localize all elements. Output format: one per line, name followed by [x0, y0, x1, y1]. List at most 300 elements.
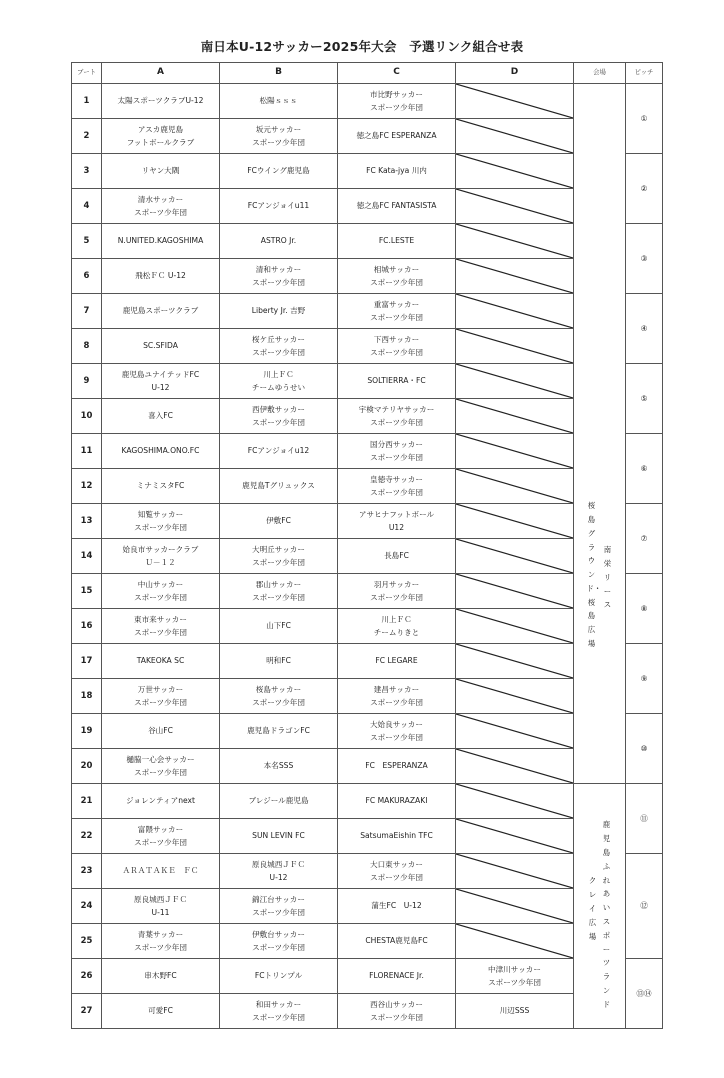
team-a-cell: [102, 224, 220, 259]
team-a-cell-line: 喜入FC: [148, 411, 173, 421]
team-c-cell: [338, 84, 456, 119]
team-c-cell-line: 宇検マテリヤサッカー: [358, 404, 435, 414]
row-number: 19: [72, 714, 102, 749]
team-a-cell: [102, 994, 220, 1029]
team-c-cell-line: スポーツ少年団: [370, 418, 423, 427]
diagonal-slash: [456, 259, 573, 293]
team-b-cell-line: 鹿児島Tグリュックス: [242, 481, 315, 491]
team-c-cell-line: スポーツ少年団: [370, 1013, 423, 1022]
team-c-cell-line: チームりきと: [373, 628, 420, 637]
team-c-cell: [338, 399, 456, 434]
diagonal-slash: [456, 224, 573, 258]
diagonal-slash: [456, 294, 573, 328]
team-a-cell-line: KAGOSHIMA.ONO.FC: [121, 446, 200, 456]
team-c-cell: [338, 469, 456, 504]
diagonal-slash: [456, 329, 573, 363]
header-b: B: [220, 63, 338, 84]
team-a-cell-line: 太陽スポーツクラブU-12: [117, 96, 204, 106]
team-c-cell: [338, 854, 456, 889]
team-b-cell: [220, 714, 338, 749]
team-b-cell-line: 郡山サッカー: [255, 579, 302, 589]
team-c-cell: [338, 154, 456, 189]
team-b-cell: [220, 889, 338, 924]
diagonal-slash: [456, 889, 573, 923]
pitch-cell: ⑩: [626, 714, 663, 784]
row-number: 11: [72, 434, 102, 469]
row-number: 3: [72, 154, 102, 189]
team-b-cell-line: スポーツ少年団: [252, 348, 305, 357]
team-c-cell-line: スポーツ少年団: [370, 348, 423, 357]
team-d-empty-cell: [456, 609, 574, 644]
team-d-empty-cell: [456, 784, 574, 819]
team-c-cell-line: FC.LESTE: [378, 236, 415, 246]
team-b-cell-line: 川上ＦＣ: [263, 369, 294, 379]
row-number: 13: [72, 504, 102, 539]
team-d-empty-cell: [456, 189, 574, 224]
row-number: 14: [72, 539, 102, 574]
team-a-cell: [102, 889, 220, 924]
team-b-cell: [220, 574, 338, 609]
team-a-cell-line: 万世サッカー: [137, 684, 184, 694]
diagonal-slash: [456, 924, 573, 958]
team-d-empty-cell: [456, 259, 574, 294]
team-a-cell-line: スポーツ少年団: [134, 698, 187, 707]
team-c-cell-line: スポーツ少年団: [370, 453, 423, 462]
team-a-cell: [102, 749, 220, 784]
diagonal-slash: [456, 119, 573, 153]
team-b-cell: [220, 959, 338, 994]
team-c-cell-line: FC LEGARE: [375, 656, 418, 666]
team-c-cell: [338, 714, 456, 749]
team-d-empty-cell: [456, 539, 574, 574]
diagonal-slash: [456, 574, 573, 608]
team-a-cell-line: 串木野FC: [144, 971, 177, 981]
team-b-cell: [220, 924, 338, 959]
team-b-cell-line: FCトリンプル: [254, 971, 303, 981]
team-c-cell-line: 大姶良サッカー: [369, 719, 423, 729]
pitch-cell: ③: [626, 224, 663, 294]
team-b-cell-line: 桜島サッカー: [255, 684, 302, 694]
team-c-cell-line: 徳之島FC FANTASISTA: [356, 201, 437, 211]
team-d-empty-cell: [456, 84, 574, 119]
pitch-cell: ⑥: [626, 434, 663, 504]
row-number: 17: [72, 644, 102, 679]
team-c-cell-line: 徳之島FC ESPERANZA: [356, 131, 437, 141]
team-c-cell-line: スポーツ少年団: [370, 733, 423, 742]
pitch-cell: ⑦: [626, 504, 663, 574]
row-number: 4: [72, 189, 102, 224]
diagonal-slash: [456, 644, 573, 678]
team-b-cell-line: 清和サッカー: [255, 264, 302, 274]
row-number: 10: [72, 399, 102, 434]
diagonal-slash: [456, 469, 573, 503]
team-b-cell: [220, 224, 338, 259]
team-c-cell-line: スポーツ少年団: [370, 698, 423, 707]
team-b-cell-line: 山下FC: [266, 621, 291, 631]
diagonal-slash: [456, 714, 573, 748]
diagonal-slash: [456, 189, 573, 223]
row-number: 7: [72, 294, 102, 329]
team-c-cell: [338, 679, 456, 714]
row-number: 18: [72, 679, 102, 714]
team-c-cell-line: スポーツ少年団: [370, 278, 423, 287]
team-b-cell-line: 西伊敷サッカー: [251, 404, 305, 414]
team-a-cell: [102, 539, 220, 574]
team-c-cell-line: 長島FC: [384, 551, 409, 561]
pitch-cell: ⑪: [626, 784, 663, 854]
row-number: 16: [72, 609, 102, 644]
team-a-cell: [102, 784, 220, 819]
row-number: 24: [72, 889, 102, 924]
team-b-cell-line: 本名SSS: [263, 761, 294, 771]
team-b-cell: [220, 469, 338, 504]
team-d-empty-cell: [456, 399, 574, 434]
team-c-cell-line: スポーツ少年団: [370, 873, 423, 882]
team-a-cell: [102, 959, 220, 994]
header-c: C: [338, 63, 456, 84]
team-b-cell-line: スポーツ少年団: [252, 558, 305, 567]
team-b-cell: [220, 294, 338, 329]
team-c-cell-line: アサヒナフットボール: [358, 509, 435, 519]
team-b-cell: [220, 504, 338, 539]
group-table: [71, 62, 663, 1029]
team-a-cell: [102, 854, 220, 889]
team-c-cell: [338, 784, 456, 819]
team-d-empty-cell: [456, 224, 574, 259]
row-number: 9: [72, 364, 102, 399]
team-b-cell-line: 錦江台サッカー: [251, 894, 305, 904]
team-c-cell: [338, 364, 456, 399]
pitch-cell: ⑫: [626, 854, 663, 959]
pitch-cell: ①: [626, 84, 663, 154]
team-c-cell: [338, 119, 456, 154]
team-d-cell-line: 中津川サッカー: [487, 964, 541, 974]
team-b-cell: [220, 854, 338, 889]
team-d-empty-cell: [456, 889, 574, 924]
team-d-empty-cell: [456, 749, 574, 784]
team-b-cell: [220, 329, 338, 364]
team-c-cell-line: 国分西サッカー: [369, 439, 423, 449]
team-c-cell: [338, 294, 456, 329]
team-a-cell-line: 谷山FC: [148, 726, 173, 736]
team-b-cell-line: スポーツ少年団: [252, 278, 305, 287]
venue-name: 桜島グラウンド・桜島広場: [586, 501, 602, 649]
team-b-cell-line: 伊敷台サッカー: [251, 929, 305, 939]
team-a-cell: [102, 819, 220, 854]
team-d-empty-cell: [456, 679, 574, 714]
team-b-cell-line: スポーツ少年団: [252, 943, 305, 952]
team-a-cell: [102, 924, 220, 959]
team-b-cell: [220, 119, 338, 154]
row-number: 26: [72, 959, 102, 994]
team-a-cell-line: 中山サッカー: [137, 579, 184, 589]
header-venue: 会場: [574, 63, 626, 84]
team-b-cell: [220, 364, 338, 399]
team-b-cell: [220, 644, 338, 679]
team-a-cell-line: 姶良市サッカークラブ: [122, 544, 199, 554]
team-b-cell-line: チームゆうせい: [251, 383, 306, 392]
row-number: 23: [72, 854, 102, 889]
team-a-cell: [102, 574, 220, 609]
team-c-cell-line: CHESTA鹿児島FC: [365, 936, 428, 946]
team-a-cell: [102, 679, 220, 714]
page-title: 南日本U-12サッカー2025年大会 予選リンク組合せ表: [200, 39, 524, 54]
team-c-cell: [338, 749, 456, 784]
team-b-cell-line: FCアンジョイu12: [247, 446, 310, 456]
team-c-cell: [338, 924, 456, 959]
team-c-cell: [338, 329, 456, 364]
team-c-cell-line: 重富サッカー: [373, 299, 420, 309]
team-a-cell: [102, 189, 220, 224]
team-b-cell-line: 松陽ｓｓｓ: [259, 96, 298, 106]
team-d-empty-cell: [456, 819, 574, 854]
team-a-cell-line: N.UNITED.KAGOSHIMA: [117, 236, 204, 246]
team-b-cell-line: U-12: [269, 873, 288, 882]
team-a-cell-line: 鹿児島ユナイテッドFC: [121, 369, 200, 379]
row-number: 22: [72, 819, 102, 854]
header-d: D: [456, 63, 574, 84]
venue-sub-name: クレイ広場: [588, 876, 597, 941]
team-c-cell-line: スポーツ少年団: [370, 313, 423, 322]
team-a-cell: [102, 294, 220, 329]
team-a-cell: [102, 329, 220, 364]
team-c-cell: [338, 994, 456, 1029]
team-d-empty-cell: [456, 119, 574, 154]
team-a-cell: [102, 259, 220, 294]
team-b-cell-line: 和田サッカー: [255, 999, 302, 1009]
team-a-cell-line: Ｕ－１２: [145, 558, 176, 567]
diagonal-slash: [456, 784, 573, 818]
team-a-cell-line: スポーツ少年団: [134, 208, 187, 217]
team-a-cell: [102, 119, 220, 154]
team-b-cell-line: スポーツ少年団: [252, 593, 305, 602]
team-c-cell-line: FLORENACE Jr.: [369, 971, 424, 981]
team-d-cell-line: スポーツ少年団: [488, 978, 541, 987]
header-row: [72, 63, 663, 84]
team-b-cell-line: スポーツ少年団: [252, 698, 305, 707]
team-a-cell-line: 飛松ＦＣ U-12: [135, 271, 186, 281]
header-a: A: [102, 63, 220, 84]
team-b-cell-line: 伊敷FC: [266, 516, 291, 526]
row-number: 12: [72, 469, 102, 504]
team-c-cell: [338, 539, 456, 574]
team-b-cell: [220, 819, 338, 854]
diagonal-slash: [456, 679, 573, 713]
diagonal-slash: [456, 154, 573, 188]
diagonal-slash: [456, 749, 573, 783]
team-b-cell: [220, 189, 338, 224]
venue-cell: [574, 84, 626, 784]
diagonal-slash: [456, 504, 573, 538]
diagonal-slash: [456, 854, 573, 888]
team-c-cell: [338, 189, 456, 224]
diagonal-slash: [456, 434, 573, 468]
team-c-cell-line: SOLTIERRA・FC: [367, 376, 426, 386]
team-a-cell-line: TAKEOKA SC: [136, 656, 185, 666]
team-a-cell-line: 富隈サッカー: [137, 824, 184, 834]
team-c-cell-line: 建昌サッカー: [373, 684, 420, 694]
team-b-cell: [220, 609, 338, 644]
team-c-cell: [338, 574, 456, 609]
diagonal-slash: [456, 84, 573, 118]
team-d-empty-cell: [456, 924, 574, 959]
pitch-cell: ②: [626, 154, 663, 224]
diagonal-slash: [456, 539, 573, 573]
team-c-cell-line: 蒲生FC U-12: [371, 901, 422, 911]
team-b-cell: [220, 259, 338, 294]
team-d-empty-cell: [456, 364, 574, 399]
team-a-cell-line: U-11: [151, 908, 170, 917]
team-c-cell: [338, 819, 456, 854]
team-d-empty-cell: [456, 504, 574, 539]
team-b-cell: [220, 539, 338, 574]
team-a-cell: [102, 154, 220, 189]
team-a-cell-line: ミナミスタFC: [136, 481, 185, 491]
pitch-cell: ⑨: [626, 644, 663, 714]
team-a-cell-line: スポーツ少年団: [134, 523, 187, 532]
team-a-cell: [102, 469, 220, 504]
team-a-cell-line: ＡＲＡＴＡＫＥ ＦＣ: [122, 866, 199, 876]
team-c-cell-line: 皇徳寺サッカー: [369, 474, 423, 484]
team-b-cell-line: FCウイング鹿児島: [247, 166, 310, 176]
team-c-cell-line: FC ESPERANZA: [365, 761, 428, 771]
team-a-cell: [102, 609, 220, 644]
venue-sub-name: 南栄リース: [603, 545, 612, 610]
team-a-cell-line: スポーツ少年団: [134, 768, 187, 777]
venue-cell: [574, 784, 626, 1029]
row-number: 25: [72, 924, 102, 959]
team-c-cell: [338, 259, 456, 294]
pitch-cell: ⑧: [626, 574, 663, 644]
team-b-cell-line: FCアンジョイu11: [247, 201, 310, 211]
team-c-cell-line: 西谷山サッカー: [369, 999, 423, 1009]
team-b-cell-line: ブレジール鹿児島: [248, 796, 309, 806]
team-d-empty-cell: [456, 294, 574, 329]
team-c-cell-line: SatsumaEishin TFC: [360, 831, 433, 841]
team-a-cell: [102, 399, 220, 434]
row-number: 1: [72, 84, 102, 119]
row-number: 2: [72, 119, 102, 154]
team-c-cell: [338, 434, 456, 469]
team-a-cell-line: U-12: [151, 383, 170, 392]
team-d-empty-cell: [456, 434, 574, 469]
team-d-empty-cell: [456, 469, 574, 504]
team-c-cell: [338, 644, 456, 679]
team-d-cell: [456, 994, 574, 1029]
team-d-empty-cell: [456, 154, 574, 189]
row-number: 15: [72, 574, 102, 609]
team-a-cell-line: 清水サッカー: [137, 194, 184, 204]
team-b-cell-line: SUN LEVIN FC: [252, 831, 305, 841]
team-b-cell: [220, 84, 338, 119]
row-number: 5: [72, 224, 102, 259]
team-b-cell: [220, 679, 338, 714]
diagonal-slash: [456, 609, 573, 643]
team-b-cell-line: 坂元サッカー: [255, 124, 302, 134]
venue-name: 鹿児島ふれあいスポーツランド: [602, 820, 611, 1009]
team-c-cell-line: U12: [388, 523, 405, 532]
team-c-cell-line: 下西サッカー: [373, 334, 420, 344]
team-d-empty-cell: [456, 329, 574, 364]
row-number: 8: [72, 329, 102, 364]
header-block: ブート: [72, 63, 102, 84]
team-a-cell-line: スポーツ少年団: [134, 943, 187, 952]
team-c-cell: [338, 609, 456, 644]
diagonal-slash: [456, 399, 573, 433]
team-c-cell-line: 川上ＦＣ: [381, 614, 412, 624]
team-a-cell-line: 樋脇一心会サッカー: [126, 754, 195, 764]
team-b-cell: [220, 399, 338, 434]
team-c-cell: [338, 959, 456, 994]
team-b-cell-line: スポーツ少年団: [252, 138, 305, 147]
team-a-cell-line: 知覧サッカー: [137, 509, 184, 519]
team-d-empty-cell: [456, 644, 574, 679]
team-b-cell-line: Liberty Jr. 吉野: [251, 306, 306, 316]
team-b-cell: [220, 784, 338, 819]
team-b-cell-line: スポーツ少年団: [252, 908, 305, 917]
team-b-cell-line: 明和FC: [266, 656, 291, 666]
team-a-cell-line: 可愛FC: [148, 1006, 173, 1016]
team-d-cell: [456, 959, 574, 994]
team-b-cell: [220, 154, 338, 189]
row-number: 6: [72, 259, 102, 294]
pitch-cell: ⑬⑭: [626, 959, 663, 1029]
row-number: 20: [72, 749, 102, 784]
team-a-cell-line: 鹿児島スポーツクラブ: [122, 306, 199, 316]
team-a-cell: [102, 714, 220, 749]
header-pitch: ピッチ: [626, 63, 663, 84]
table-row: [72, 84, 663, 119]
team-a-cell-line: リヤン大隅: [141, 166, 180, 176]
team-d-empty-cell: [456, 574, 574, 609]
team-a-cell-line: フットボールクラブ: [126, 138, 195, 147]
team-b-cell-line: ASTRO Jr.: [260, 236, 297, 246]
team-c-cell-line: スポーツ少年団: [370, 103, 423, 112]
team-d-cell-line: 川辺SSS: [499, 1006, 530, 1016]
team-a-cell-line: SC.SFIDA: [143, 341, 178, 351]
team-b-cell: [220, 434, 338, 469]
team-a-cell: [102, 84, 220, 119]
team-d-empty-cell: [456, 714, 574, 749]
team-a-cell: [102, 644, 220, 679]
team-b-cell-line: 桜ケ丘サッカー: [251, 334, 305, 344]
team-b-cell: [220, 749, 338, 784]
pitch-cell: ⑤: [626, 364, 663, 434]
team-b-cell-line: 原良城西ＪＦＣ: [251, 859, 306, 869]
team-a-cell: [102, 504, 220, 539]
team-a-cell-line: スポーツ少年団: [134, 838, 187, 847]
pitch-cell: ④: [626, 294, 663, 364]
team-c-cell-line: FC Kata-jya 川内: [366, 166, 427, 176]
team-a-cell: [102, 364, 220, 399]
team-b-cell-line: 鹿児島ドラゴンFC: [247, 726, 310, 736]
team-c-cell-line: スポーツ少年団: [370, 593, 423, 602]
row-number: 27: [72, 994, 102, 1029]
team-a-cell-line: アスカ鹿児島: [137, 124, 184, 134]
diagonal-slash: [456, 819, 573, 853]
team-c-cell-line: FC MAKURAZAKI: [365, 796, 428, 806]
diagonal-slash: [456, 364, 573, 398]
team-c-cell-line: スポーツ少年団: [370, 488, 423, 497]
team-b-cell-line: 大明丘サッカー: [251, 544, 305, 554]
team-c-cell: [338, 224, 456, 259]
team-b-cell-line: スポーツ少年団: [252, 418, 305, 427]
team-c-cell-line: 大口東サッカー: [369, 859, 423, 869]
team-a-cell-line: 東市来サッカー: [133, 614, 187, 624]
team-c-cell: [338, 504, 456, 539]
team-a-cell: [102, 434, 220, 469]
table-row: [72, 784, 663, 819]
